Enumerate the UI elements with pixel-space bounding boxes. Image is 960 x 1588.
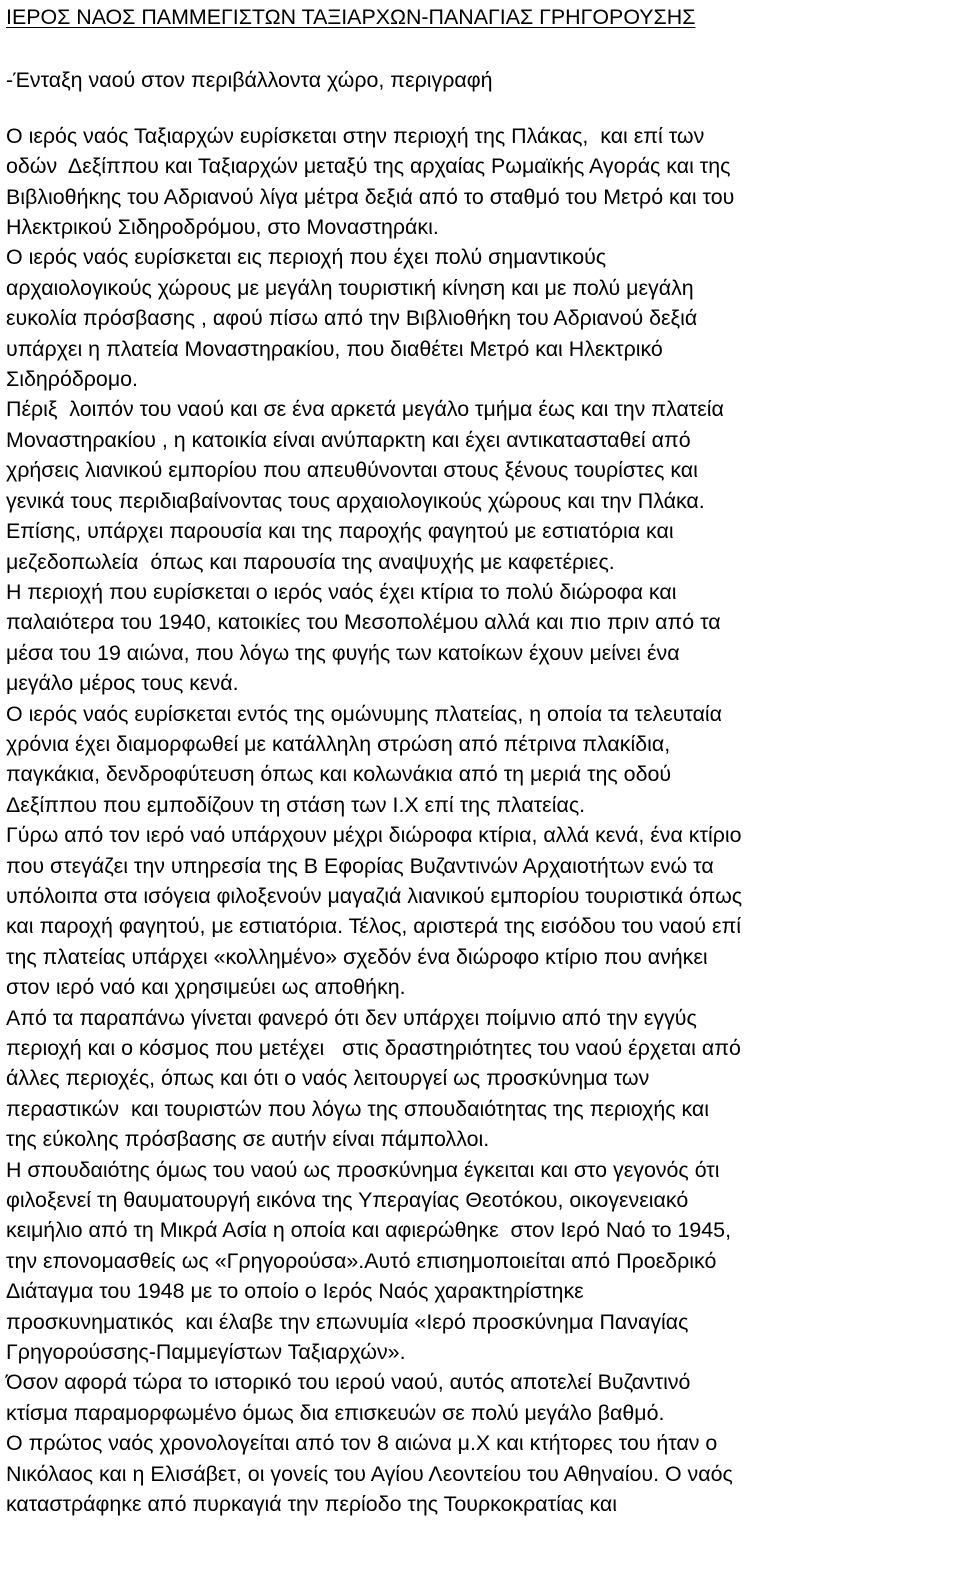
body-text-line: περαστικών και τουριστών που λόγω της σπουδαιότητας της περιοχής και (6, 1096, 710, 1121)
document-subtitle: -Ένταξη ναού στον περιβάλλοντα χώρο, περιγραφή (6, 68, 493, 93)
body-text-line: υπάρχει η πλατεία Μοναστηρακίου, που διαθέτει Μετρό και Ηλεκτρικό (6, 336, 663, 361)
body-text-line: Νικόλαος και η Ελισάβετ, οι γονείς του Αγίου Λεοντείου του Αθηναίου. Ο ναός (6, 1461, 733, 1486)
body-text-line: ευκολία πρόσβασης , αφού πίσω από την Βιβλιοθήκη του Αδριανού δεξιά (6, 306, 698, 331)
body-text-line: Ο ιερός ναός ευρίσκεται εντός της ομώνυμης πλατείας, η οποία τα τελευταία (6, 701, 723, 726)
body-text-line: χρήσεις λιανικού εμπορίου που απευθύνονται στους ξένους τουρίστες και (6, 458, 698, 483)
body-text-line: Η περιοχή που ευρίσκεται ο ιερός ναός έχει κτίρια το πολύ διώροφα και (6, 579, 677, 604)
body-text-line: στον ιερό ναό και χρησιμεύει ως αποθήκη. (6, 975, 406, 1000)
body-text-line: μεζεδοπωλεία όπως και παρουσία της αναψυχής με καφετέριες. (6, 549, 615, 574)
body-text-line: περιοχή και ο κόσμος που μετέχει στις δραστηριότητες του ναού έρχεται από (6, 1036, 741, 1060)
body-text-line: της πλατείας υπάρχει «κολλημένο» σχεδόν ένα διώροφο κτίριο που ανήκει (6, 944, 708, 969)
body-text-line: προσκυνηματικός και έλαβε την επωνυμία «Ιερό προσκύνημα Παναγίας (6, 1309, 689, 1334)
body-text-line: κειμήλιο από τη Μικρά Ασία η οποία και αφιερώθηκε στον Ιερό Ναό το 1945, (6, 1218, 732, 1243)
body-text-line: που στεγάζει την υπηρεσία της Β Εφορίας Βυζαντινών Αρχαιοτήτων ενώ τα (6, 853, 714, 878)
body-text-line: μεγάλο μέρος τους κενά. (6, 671, 239, 696)
body-text-line: Σιδηρόδρομο. (6, 367, 138, 392)
document-title: ΙΕΡΟΣ ΝΑΟΣ ΠΑΜΜΕΓΙΣΤΩΝ ΤΑΞΙΑΡΧΩΝ-ΠΑΝΑΓΙΑΣ ΓΡΗΓΟΡΟΥΣΗΣ (6, 5, 696, 29)
body-text-line: Βιβλιοθήκης του Αδριανού λίγα μέτρα δεξιά από το σταθμό του Μετρό και του (6, 184, 735, 209)
body-text-line: Μοναστηρακίου , η κατοικία είναι ανύπαρκτη και έχει αντικατασταθεί από (6, 427, 691, 452)
body-text-line: Η σπουδαιότης όμως του ναού ως προσκύνημα έγκειται και στο γεγονός ότι (6, 1157, 720, 1182)
document-body (6, 121, 956, 1520)
body-text-line: κτίσμα παραμορφωμένο όμως δια επισκευών σε πολύ μεγάλο βαθμό. (6, 1400, 665, 1425)
body-text-line: καταστράφηκε από πυρκαγιά την περίοδο της Τουρκοκρατίας και (6, 1492, 618, 1517)
body-text-line: οδών Δεξίππου και Ταξιαρχών μεταξύ της αρχαίας Ρωμαϊκής Αγοράς και της (6, 154, 731, 179)
body-text-line: Ο πρώτος ναός χρονολογείται από τον 8 αιώνα μ.Χ και κτήτορες του ήταν ο (6, 1431, 718, 1456)
body-text-line: και παροχή φαγητού, με εστιατόρια. Τέλος, αριστερά της εισόδου του ναού επί (6, 914, 741, 939)
body-text-line: άλλες περιοχές, όπως και ότι ο ναός λειτουργεί ως προσκύνημα των (6, 1066, 650, 1091)
body-text-line: υπόλοιπα στα ισόγεια φιλοξενούν μαγαζιά λιανικού εμπορίου τουριστικά όπως (6, 883, 743, 908)
document-page (6, 0, 956, 1520)
body-text-line: Από τα παραπάνω γίνεται φανερό ότι δεν υπάρχει ποίμνιο από την εγγύς (6, 1005, 697, 1030)
body-text-line: χρόνια έχει διαμορφωθεί με κατάλληλη στρώση από πέτρινα πλακίδια, (6, 731, 671, 756)
body-text-line: Ο ιερός ναός ευρίσκεται εις περιοχή που έχει πολύ σημαντικούς (6, 245, 607, 270)
body-text-line: Πέριξ λοιπόν του ναού και σε ένα αρκετά μεγάλο τμήμα έως και την πλατεία (6, 397, 724, 422)
body-text-line: Όσον αφορά τώρα το ιστορικό του ιερού ναού, αυτός αποτελεί Βυζαντινό (6, 1370, 691, 1395)
body-text-line: Γρηγορούσσης-Παμμεγίστων Ταξιαρχών». (6, 1340, 406, 1365)
body-text-line: Διάταγμα του 1948 με το οποίο ο Ιερός Ναός χαρακτηρίστηκε (6, 1279, 584, 1304)
body-text-line: την επονομασθείς ως «Γρηγορούσα».Αυτό επισημοποιείται από Προεδρικό (6, 1248, 717, 1273)
body-text-line: γενικά τους περιδιαβαίνοντας τους αρχαιολογικούς χώρους και την Πλάκα. (6, 488, 705, 513)
body-text-line: μέσα του 19 αιώνα, που λόγω της φυγής των κατοίκων έχουν μείνει ένα (6, 640, 680, 665)
body-text-line: Ηλεκτρικού Σιδηροδρόμου, στο Μοναστηράκι. (6, 215, 439, 240)
body-text-line: Επίσης, υπάρχει παρουσία και της παροχής φαγητού με εστιατόρια και (6, 519, 674, 544)
body-text-line: φιλοξενεί τη θαυματουργή εικόνα της Υπεραγίας Θεοτόκου, οικογενειακό (6, 1188, 689, 1213)
body-text-line: Γύρω από τον ιερό ναό υπάρχουν μέχρι διώροφα κτίρια, αλλά κενά, ένα κτίριο (6, 823, 742, 848)
body-text-line: παγκάκια, δενδροφύτευση όπως και κολωνάκια από τη μεριά της οδού (6, 762, 672, 787)
body-text-line: Ο ιερός ναός Ταξιαρχών ευρίσκεται στην περιοχή της Πλάκας, και επί των (6, 123, 705, 148)
body-text-line: Δεξίππου που εμποδίζουν τη στάση των Ι.Χ επί της πλατείας. (6, 792, 586, 817)
body-text-line: παλαιότερα του 1940, κατοικίες του Μεσοπολέμου αλλά και πιο πριν από τα (6, 610, 721, 635)
body-text-line: αρχαιολογικούς χώρους με μεγάλη τουριστική κίνηση και με πολύ μεγάλη (6, 275, 694, 300)
body-text-line: της εύκολης πρόσβασης σε αυτήν είναι πάμπολλοι. (6, 1127, 490, 1152)
